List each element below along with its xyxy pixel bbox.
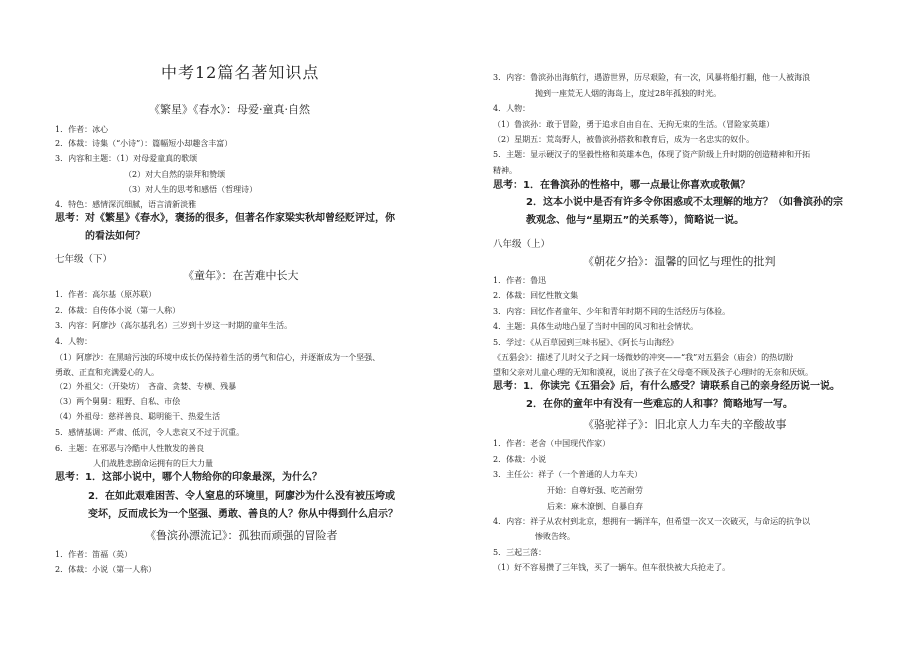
text-line: 惨败告终。	[535, 532, 575, 541]
text-line: 3．主任公：祥子（一个普通的人力车夫）	[493, 470, 643, 479]
text-line: （1）好不容易攒了三年钱，买了一辆车。但车很快被大兵抢走了。	[493, 563, 731, 572]
text-line: 5．学过：《从百草园到三味书屋》、《阿长与山海经》	[493, 338, 679, 347]
text-line: 2．体裁：小说	[493, 455, 547, 464]
question-line: 的看法如何？	[85, 231, 145, 242]
text-line: 6．主题：在邪恶与冷酷中人性散发的善良	[55, 444, 205, 453]
section-title-fanxing: 《繁星》《春水》：母爱·童真·自然	[149, 103, 310, 116]
text-line: 2．体裁：诗集（“小诗”）：篇幅短小却趣含丰富）	[55, 139, 233, 148]
text-line: 1．作者：冰心	[55, 125, 109, 134]
text-line: 3．内容和主题：（1）对母爱童真的歌颂	[55, 154, 198, 163]
text-line: 开始：自尊好强、吃苦耐劳	[547, 486, 643, 495]
text-line: 2．体裁：回忆性散文集	[493, 291, 579, 300]
question-line: 思考：1．你读完《五猖会》后，有什么感受？请联系自己的亲身经历说一说。	[493, 381, 840, 392]
text-line: 4．主题：具体生动地凸显了当时中国的风习和社会情状。	[493, 322, 699, 331]
section-title-luotuo: 《骆驼祥子》：旧北京人力车夫的辛酸故事	[583, 418, 787, 431]
question-line: 思考：对《繁星》《春水》，褒扬的很多，但著名作家梁实秋却曾经贬评过，你	[55, 213, 395, 224]
grade-heading: 七年级（下）	[55, 254, 113, 265]
text-line: 勇敢、正直和充满爱心的人。	[55, 368, 159, 377]
text-line: 后来：麻木潦倒、自暴自弃	[547, 502, 643, 511]
text-line: 1．作者：鲁迅	[493, 276, 547, 285]
document-title: 中考12篇名著知识点	[161, 63, 320, 82]
question-line: 思考：1．在鲁滨孙的性格中，哪一点最让你喜欢或敬佩？	[493, 180, 750, 191]
text-line: 4．人物：	[493, 104, 531, 113]
text-line: 2．体裁：自传体小说（第一人称）	[55, 306, 181, 315]
text-line: 5．主题：显示硬汉子的坚毅性格和英雄本色，体现了资产阶级上升时期的创造精神和开拓	[493, 150, 811, 159]
text-line: 4．人物：	[55, 337, 93, 346]
text-line: （3）对人生的思考和感悟（哲理诗）	[124, 185, 258, 194]
text-line: （1）鲁滨孙：敢于冒险，勇于追求自由自在、无拘无束的生活。（冒险家英雄）	[493, 120, 775, 129]
text-line: 4．特色：感情深沉细腻，语言清新淡雅	[55, 200, 197, 209]
text-line: （4）外祖母：慈祥善良、聪明能干、热爱生活	[55, 412, 221, 421]
text-line: 5．感情基调：严肃、低沉，令人悲哀又不过于沉重。	[55, 428, 245, 437]
text-line: 3．内容：回忆作者童年、少年和青年时期不同的生活经历与体验。	[493, 307, 731, 316]
text-line: 1．作者：老舍（中国现代作家）	[493, 439, 611, 448]
text-line: 精神。	[493, 166, 517, 175]
grade-heading: 八年级（上）	[493, 239, 551, 250]
text-line: （2）外祖父：（开染坊） 吝啬、贪婪、专横、残暴	[55, 382, 237, 391]
text-line: （3）两个舅舅：粗野、自私、市侩	[55, 397, 181, 406]
text-line: 望和父亲对儿童心理的无知和漠视，说出了孩子在父母毫不顾及孩子心理时的无奈和厌烦。	[493, 368, 813, 377]
text-line: 《五猖会》：描述了儿时父子之间一场微妙的冲突——“我”对五猖会（庙会）的热切盼	[493, 353, 794, 362]
question-line: 思考：1．这部小说中，哪个人物给你的印象最深，为什么？	[55, 472, 322, 483]
question-line: 变坏，反而成长为一个坚强、勇敢、善良的人？你从中得到什么启示？	[88, 509, 398, 520]
text-line: 4．内容：祥子从农村到北京，想拥有一辆洋车，但希望一次又一次破灭，与命运的抗争以	[493, 517, 811, 526]
text-line: 1．作者：笛福（英）	[55, 550, 133, 559]
question-line: 2．在你的童年中有没有一些难忘的人和事？简略地写一写。	[526, 399, 793, 410]
section-title-tongnian: 《童年》：在苦难中长大	[183, 269, 299, 282]
question-line: 2．在如此艰难困苦、令人窒息的环境里，阿廖沙为什么没有被压垮或	[88, 491, 395, 502]
text-line: 抛到一座荒无人烟的海岛上，度过28年孤独的时光。	[535, 89, 722, 98]
section-title-robinson: 《鲁滨孙漂流记》：孤独而顽强的冒险者	[145, 529, 338, 542]
text-line: 3．内容：鲁滨孙出海航行，遇游世界，历尽艰险，有一次，风暴将船打翻，他一人被海浪	[493, 73, 811, 82]
text-line: 1．作者：高尔基（原苏联）	[55, 290, 157, 299]
question-line: 教观念、他与“星期五”的关系等），简略说一说。	[526, 215, 745, 226]
text-line: 5．三起三落：	[493, 548, 547, 557]
question-line: 2．这本小说中是否有许多令你困惑或不太理解的地方？（如鲁滨孙的宗	[526, 197, 843, 208]
text-line: （2）对大自然的崇拜和赞颂	[124, 170, 226, 179]
text-line: 2．体裁：小说（第一人称）	[55, 565, 157, 574]
text-line: 人们战胜悲剧命运拥有的巨大力量	[93, 459, 213, 468]
text-line: （2）星期五：荒岛野人，被鲁滨孙搭救和教育后，成为一名忠实的奴仆。	[493, 135, 755, 144]
section-title-zhaohua: 《朝花夕拾》：温馨的回忆与理性的批判	[583, 255, 776, 268]
text-line: 3．内容：阿廖沙（高尔基乳名）三岁到十岁这一时期的童年生活。	[55, 321, 293, 330]
text-line: （1）阿廖沙：在黑暗污浊的环境中成长仍保持着生活的勇气和信心，并逐渐成为一个坚强、	[55, 353, 381, 362]
